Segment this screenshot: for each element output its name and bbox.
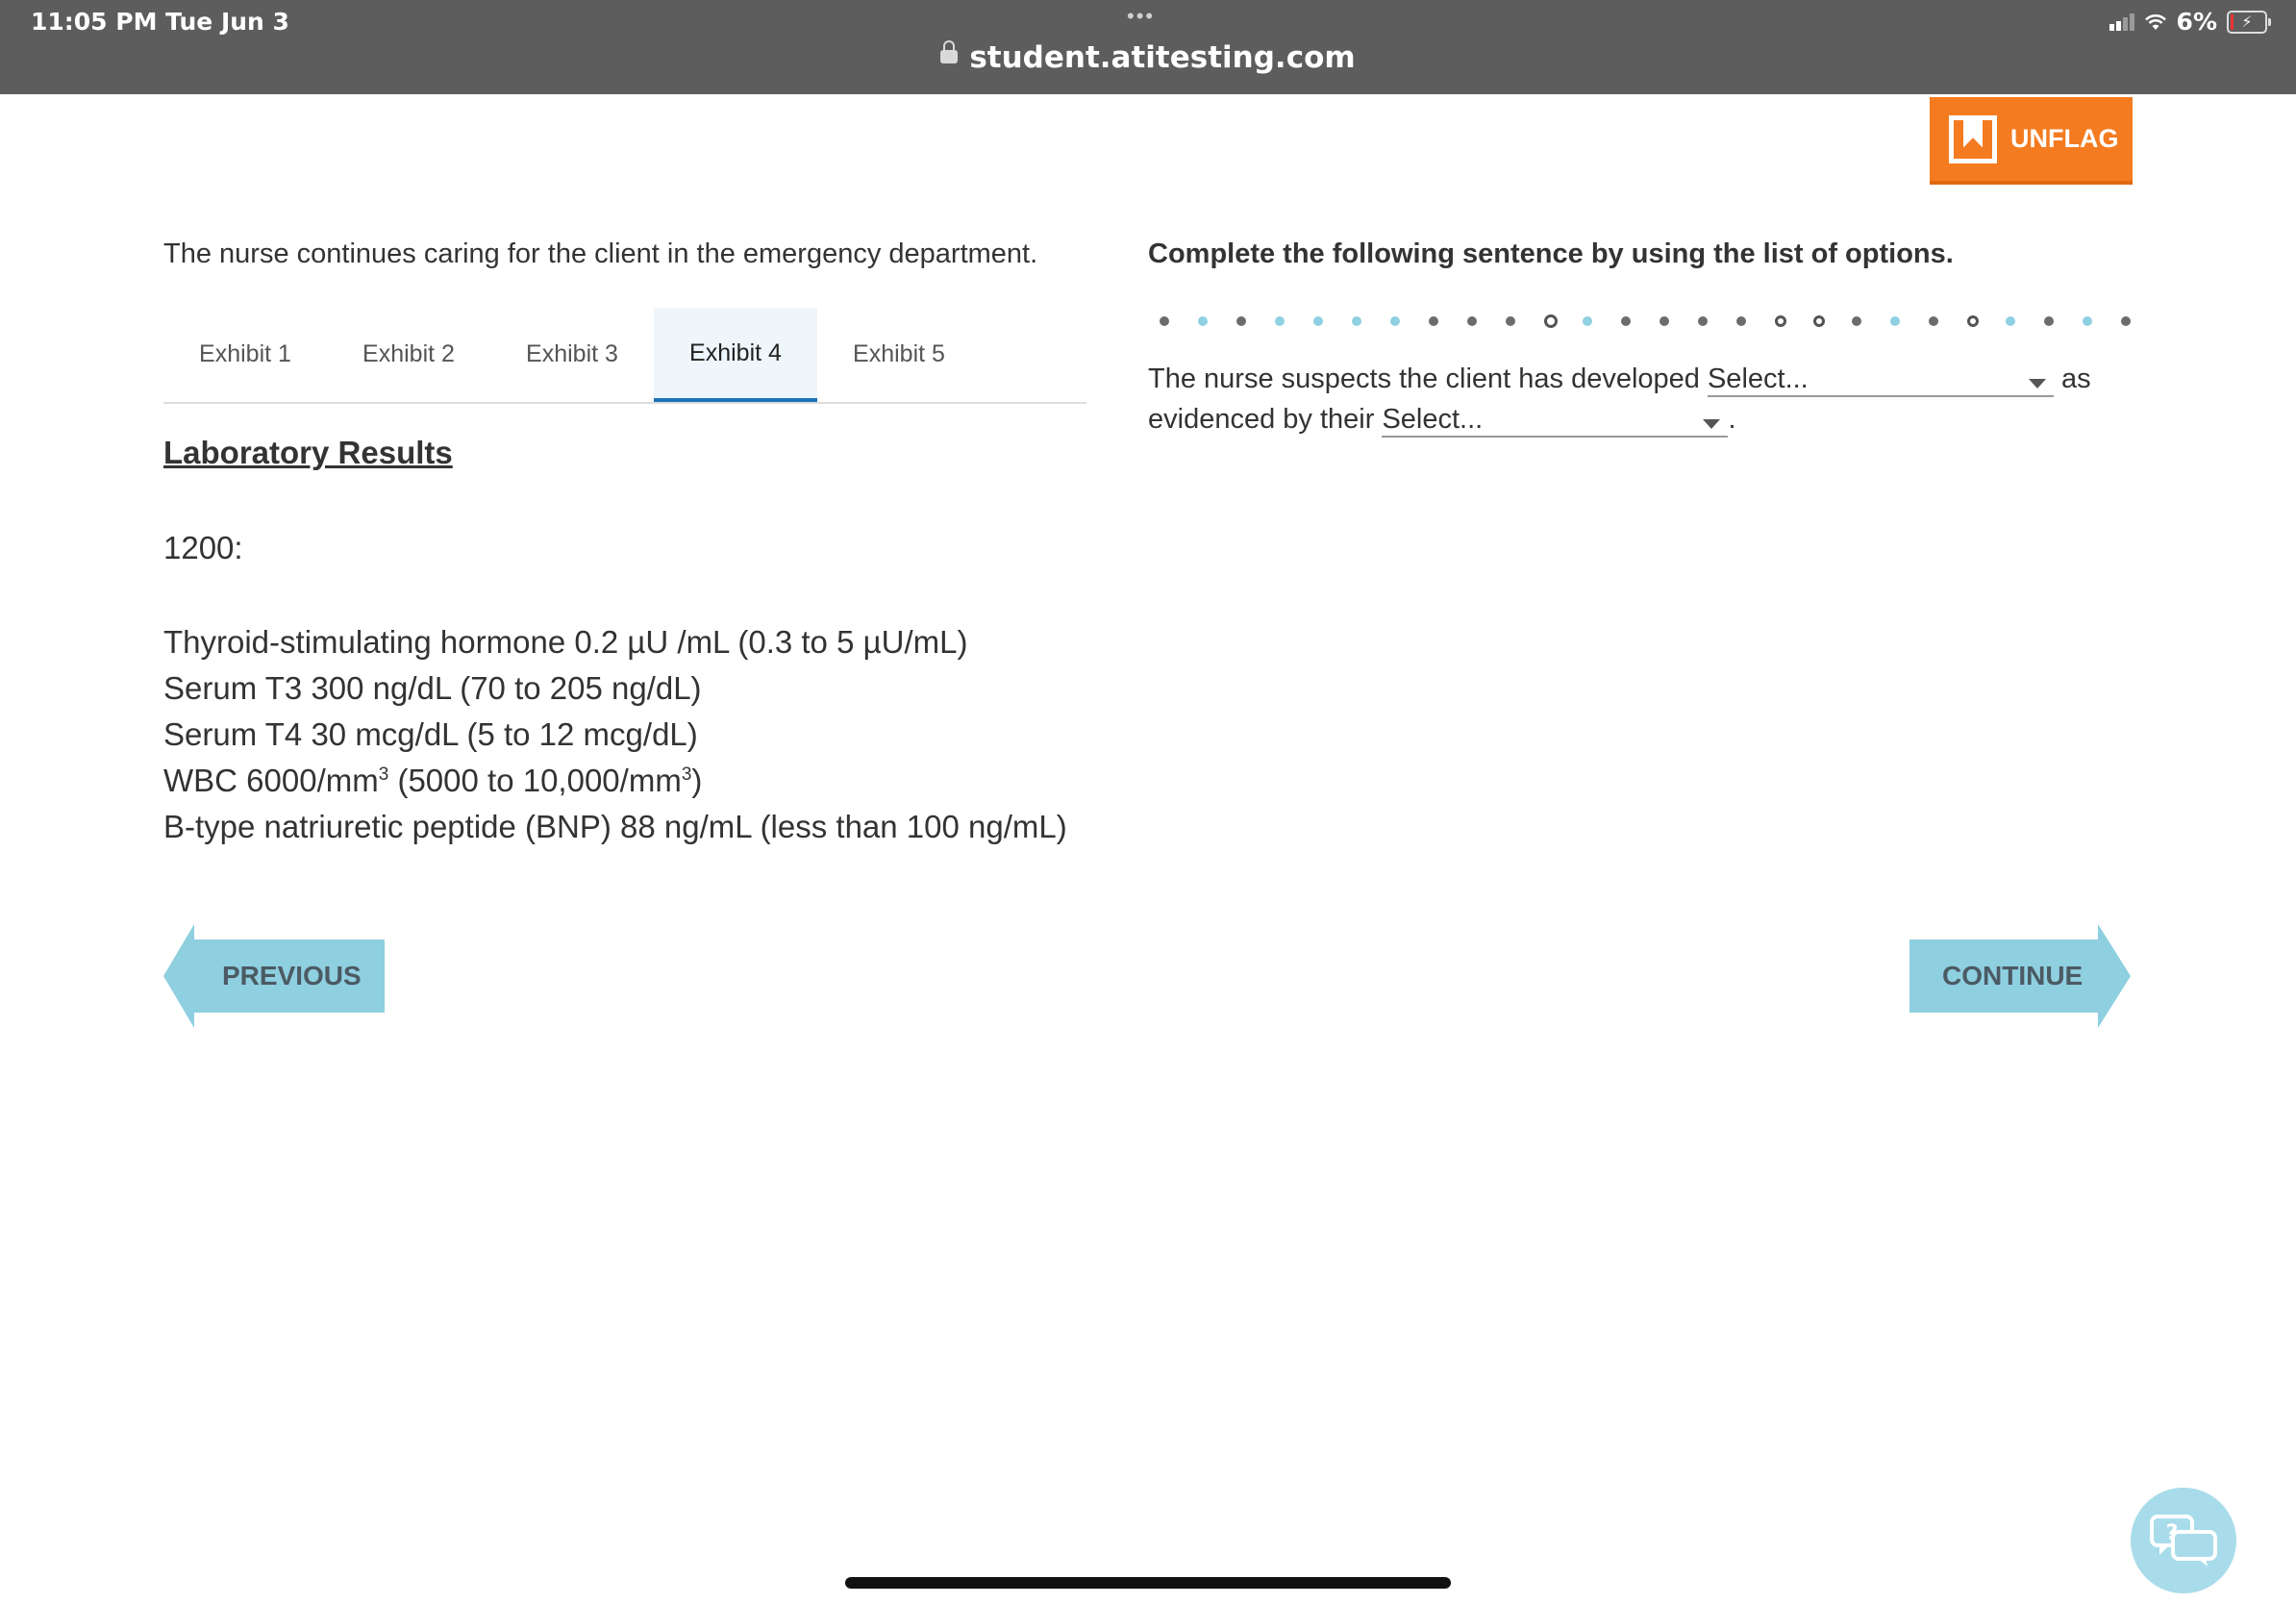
sentence-line-2	[1148, 404, 1736, 438]
progress-dot[interactable]	[2121, 316, 2131, 326]
progress-dot[interactable]	[2044, 316, 2054, 326]
sentence-text-4: .	[1728, 404, 1736, 435]
progress-dot[interactable]	[1352, 316, 1361, 326]
condition-dropdown[interactable]	[1708, 363, 2054, 397]
signal-icon	[2109, 13, 2134, 31]
progress-dot-flagged[interactable]	[1775, 315, 1786, 327]
more-options-icon[interactable]: •••	[1127, 4, 1156, 28]
lab-result-wbc: WBC $6000/mm^3$ (5000 to $10,000/mm^3$)	[163, 763, 703, 798]
progress-dot[interactable]	[1660, 316, 1669, 326]
home-indicator[interactable]	[845, 1577, 1451, 1589]
progress-dot[interactable]	[1506, 316, 1515, 326]
sentence-text-2: as	[2053, 363, 2091, 394]
progress-dot[interactable]	[1890, 316, 1900, 326]
sentence-line-1	[1148, 363, 2091, 397]
progress-dot[interactable]	[1852, 316, 1861, 326]
progress-dot[interactable]	[1160, 316, 1169, 326]
result-time: 1200:	[163, 530, 243, 565]
previous-button[interactable]	[163, 924, 387, 1028]
dropdown-caret-icon	[1703, 419, 1720, 429]
evidence-dropdown-value: Select...	[1382, 404, 1484, 435]
progress-dot-current[interactable]	[1544, 314, 1558, 328]
battery-charging-icon: ⚡	[2227, 11, 2267, 34]
lab-result-t4: Serum T4 30 mcg/dL (5 to 12 mcg/dL)	[163, 716, 698, 752]
tab-exhibit-5[interactable]: Exhibit 5	[853, 339, 945, 367]
progress-dot[interactable]	[1313, 316, 1323, 326]
sentence-text-1: The nurse suspects the client has developed	[1148, 363, 1708, 394]
progress-dot[interactable]	[1698, 316, 1708, 326]
progress-dot[interactable]	[1621, 316, 1631, 326]
progress-dot[interactable]	[1275, 316, 1285, 326]
scenario-intro: The nurse continues caring for the client in the emergency department.	[163, 238, 1038, 269]
help-chat-icon	[2148, 1513, 2219, 1568]
tab-exhibit-1[interactable]: Exhibit 1	[199, 339, 291, 367]
question-instruction: Complete the following sentence by using the list of options.	[1148, 238, 1954, 269]
condition-dropdown-value: Select...	[1707, 363, 1809, 394]
progress-dot[interactable]	[1198, 316, 1208, 326]
progress-dot-flagged[interactable]	[1967, 315, 1979, 327]
progress-dot[interactable]	[2006, 316, 2015, 326]
progress-dot[interactable]	[1467, 316, 1477, 326]
unflag-button[interactable]	[1930, 97, 2133, 185]
wifi-icon	[2144, 13, 2167, 31]
url-text: student.atitesting.com	[969, 40, 1356, 75]
sentence-text-3: evidenced by their	[1148, 404, 1383, 435]
tab-exhibit-4[interactable]: Exhibit 4	[654, 308, 817, 402]
battery-percent: 6%	[2176, 8, 2217, 36]
evidence-dropdown[interactable]	[1382, 404, 1728, 438]
system-indicators	[2109, 8, 2267, 36]
lab-results-heading: Laboratory Results	[163, 435, 453, 470]
progress-dot[interactable]	[2083, 316, 2092, 326]
bookmark-flag-icon	[1949, 115, 1997, 163]
progress-dot-flagged[interactable]	[1813, 315, 1825, 327]
lab-result-bnp: B-type natriuretic peptide (BNP) 88 ng/mL (less than 100 ng/mL)	[163, 809, 1067, 844]
progress-dot[interactable]	[1390, 316, 1400, 326]
lab-result-tsh: Thyroid-stimulating hormone 0.2 µU /mL (0.3 to 5 µU/mL)	[163, 624, 968, 660]
tab-exhibit-3[interactable]: Exhibit 3	[526, 339, 618, 367]
progress-dot[interactable]	[1583, 316, 1592, 326]
help-chat-button[interactable]	[2131, 1488, 2236, 1593]
previous-label: PREVIOUS	[222, 961, 362, 990]
question-progress-dots	[1160, 313, 2129, 329]
progress-dot[interactable]	[1736, 316, 1746, 326]
continue-button[interactable]	[1909, 924, 2131, 1028]
browser-status-bar	[0, 0, 2296, 94]
status-time-date: 11:05 PM Tue Jun 3	[31, 8, 289, 36]
progress-dot[interactable]	[1929, 316, 1938, 326]
dropdown-caret-icon	[2029, 379, 2046, 388]
unflag-label: UNFLAG	[2010, 124, 2119, 153]
tab-exhibit-2[interactable]: Exhibit 2	[362, 339, 455, 367]
lab-result-t3: Serum T3 300 ng/dL (70 to 205 ng/dL)	[163, 670, 702, 706]
address-bar[interactable]	[0, 40, 2296, 75]
progress-dot[interactable]	[1236, 316, 1246, 326]
svg-text:?: ?	[2165, 1521, 2179, 1545]
lab-results-list	[163, 619, 1067, 850]
exhibit-tabs	[163, 308, 1086, 404]
progress-dot[interactable]	[1429, 316, 1438, 326]
lock-icon	[940, 50, 958, 63]
continue-label: CONTINUE	[1942, 961, 2084, 990]
